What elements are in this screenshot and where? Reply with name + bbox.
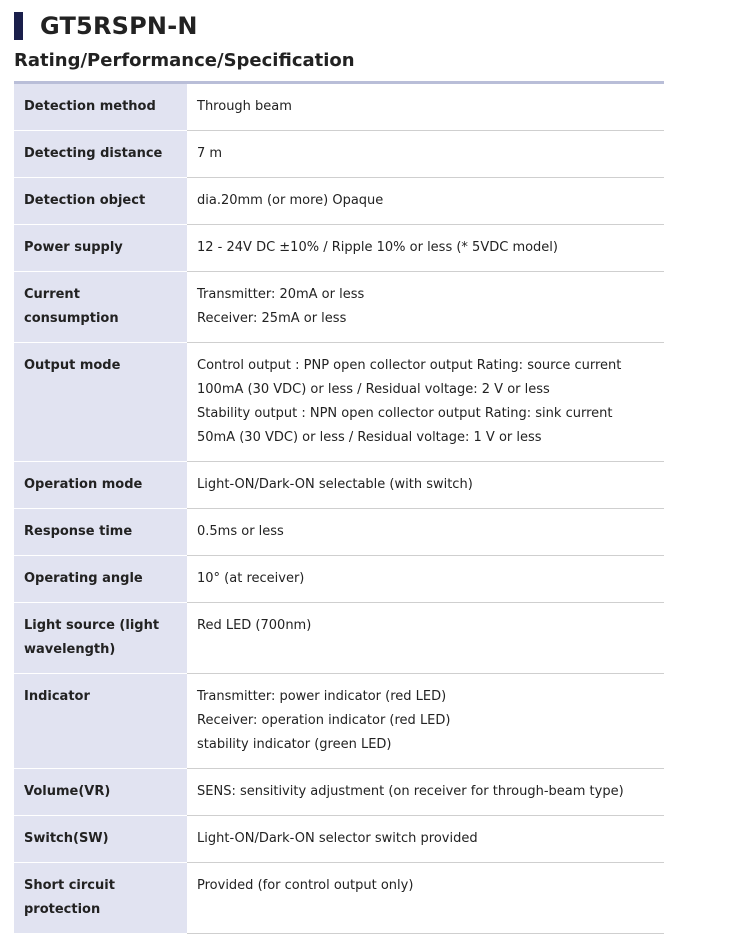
spec-key: Power supply [14, 225, 187, 272]
spec-row [14, 131, 664, 178]
spec-key: Detection method [14, 83, 187, 131]
spec-value-cell [187, 863, 664, 934]
spec-value-line: Red LED (700nm) [197, 618, 312, 633]
spec-row [14, 178, 664, 225]
spec-key: Indicator [14, 674, 187, 769]
spec-value-line: 12 - 24V DC ±10% / Ripple 10% or less (* 5VDC model) [197, 240, 558, 255]
spec-value-line: 10° (at receiver) [197, 571, 305, 586]
spec-key: Operation mode [14, 462, 187, 509]
spec-value-line: Transmitter: power indicator (red LED) [197, 689, 447, 704]
spec-key: Switch(SW) [14, 816, 187, 863]
product-title-row [14, 10, 198, 42]
spec-row [14, 863, 664, 934]
spec-value-cell [187, 556, 664, 603]
spec-row [14, 816, 664, 863]
spec-value-cell [187, 272, 664, 343]
spec-value-cell [187, 816, 664, 863]
spec-key: Detection object [14, 178, 187, 225]
spec-value-line: Receiver: 25mA or less [197, 311, 347, 326]
product-title: GT5RSPN-N [40, 12, 198, 40]
spec-value-line: 7 m [197, 146, 223, 161]
spec-key: Response time [14, 509, 187, 556]
spec-row [14, 83, 664, 131]
spec-value-cell [187, 343, 664, 462]
spec-table [14, 81, 664, 934]
spec-row [14, 272, 664, 343]
spec-key: Short circuit protection [14, 863, 187, 934]
spec-value-line: Provided (for control output only) [197, 878, 414, 893]
spec-value-cell [187, 178, 664, 225]
spec-value-cell [187, 83, 664, 131]
spec-value-line: Light-ON/Dark-ON selector switch provided [197, 831, 478, 846]
spec-row [14, 674, 664, 769]
spec-value-line: stability indicator (green LED) [197, 737, 392, 752]
spec-key: Current consumption [14, 272, 187, 343]
spec-value-cell [187, 131, 664, 178]
spec-value-cell [187, 603, 664, 674]
spec-table-body [14, 83, 664, 934]
spec-key: Volume(VR) [14, 769, 187, 816]
spec-value-line: 0.5ms or less [197, 524, 284, 539]
spec-key: Detecting distance [14, 131, 187, 178]
spec-value-line: SENS: sensitivity adjustment (on receiver for through-beam type) [197, 784, 624, 799]
spec-key: Output mode [14, 343, 187, 462]
spec-key: Operating angle [14, 556, 187, 603]
spec-key: Light source (light wavelength) [14, 603, 187, 674]
spec-value-line: Receiver: operation indicator (red LED) [197, 713, 451, 728]
spec-row [14, 343, 664, 462]
spec-value-cell [187, 462, 664, 509]
spec-value-line: Control output : PNP open collector output Rating: source current 100mA (30 VDC) or less / Residual voltage: 2 V or less [197, 358, 622, 397]
spec-value-line: Through beam [197, 99, 292, 114]
spec-value-line: Transmitter: 20mA or less [197, 287, 365, 302]
section-title: Rating/Performance/Specification [14, 50, 355, 71]
spec-row [14, 509, 664, 556]
spec-row [14, 225, 664, 272]
spec-value-cell [187, 509, 664, 556]
spec-value-cell [187, 674, 664, 769]
spec-row [14, 462, 664, 509]
spec-row [14, 603, 664, 674]
spec-row [14, 769, 664, 816]
spec-row [14, 556, 664, 603]
title-accent-bar [14, 12, 23, 40]
spec-value-cell [187, 225, 664, 272]
spec-value-line: Light-ON/Dark-ON selectable (with switch) [197, 477, 473, 492]
spec-value-line: Stability output : NPN open collector output Rating: sink current 50mA (30 VDC) or less / Residual voltage: 1 V or less [197, 406, 613, 445]
spec-value-cell [187, 769, 664, 816]
spec-value-line: dia.20mm (or more) Opaque [197, 193, 384, 208]
